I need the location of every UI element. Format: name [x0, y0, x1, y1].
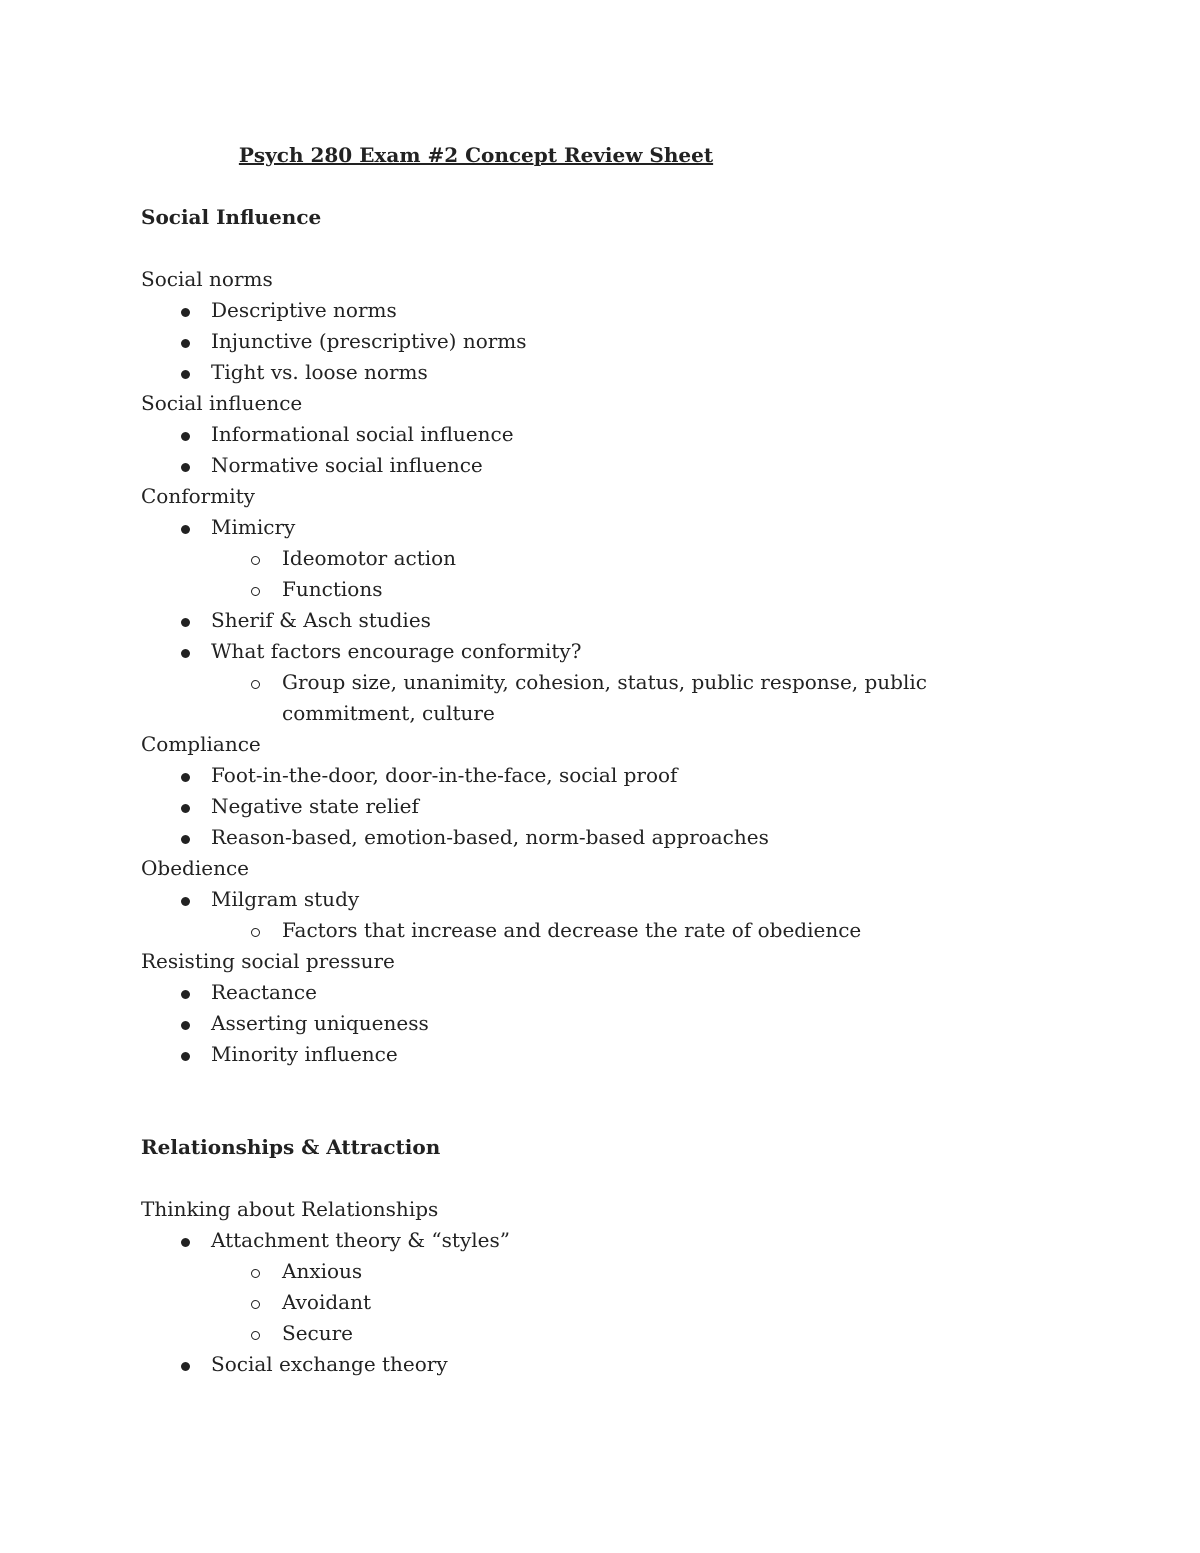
topic-social-norms: Social norms: [141, 267, 273, 291]
sub-list-item: [211, 543, 1041, 574]
list-item: [141, 636, 1041, 729]
sub-list: [211, 915, 1041, 946]
list-item-text: Asserting uniqueness: [211, 1011, 429, 1035]
topic-compliance: Compliance: [141, 732, 261, 756]
list-item: [141, 1008, 1041, 1039]
list-item: [141, 1039, 1041, 1070]
filled-bullet-icon: [181, 649, 190, 658]
list-item-text: Sherif & Asch studies: [211, 608, 431, 632]
filled-bullet-icon: [181, 835, 190, 844]
filled-bullet-icon: [181, 463, 190, 472]
sub-list-item-text: Factors that increase and decrease the rate of obedience: [282, 918, 862, 942]
list-item-text: Mimicry: [211, 515, 296, 539]
filled-bullet-icon: [181, 804, 190, 813]
topic-resisting-social-pressure-list: [141, 977, 1041, 1070]
filled-bullet-icon: [181, 525, 190, 534]
hollow-bullet-icon: [251, 1331, 260, 1340]
sub-list-item: [211, 1318, 1041, 1349]
topic-obedience: Obedience: [141, 856, 249, 880]
hollow-bullet-icon: [251, 928, 260, 937]
filled-bullet-icon: [181, 1052, 190, 1061]
sub-list-item: [211, 1287, 1041, 1318]
list-item: [141, 977, 1041, 1008]
filled-bullet-icon: [181, 339, 190, 348]
hollow-bullet-icon: [251, 556, 260, 565]
list-item: [141, 295, 1041, 326]
list-item: [141, 326, 1041, 357]
list-item-text: Negative state relief: [211, 794, 419, 818]
topic-social-influence-list: [141, 419, 1041, 481]
filled-bullet-icon: [181, 618, 190, 627]
sub-list-item-text: Group size, unanimity, cohesion, status, public response, public commitment, culture: [282, 670, 927, 725]
hollow-bullet-icon: [251, 1269, 260, 1278]
topic-obedience-list: [141, 884, 1041, 946]
topic-conformity-list: [141, 512, 1041, 729]
list-item: [141, 1225, 1041, 1349]
document-content: [141, 140, 1041, 1380]
sub-list-item-text: Secure: [282, 1321, 354, 1345]
sub-list-item: [211, 1256, 1041, 1287]
topic-thinking-about-relationships: Thinking about Relationships: [141, 1197, 439, 1221]
sub-list-item: [211, 574, 1041, 605]
list-item-text: Foot-in-the-door, door-in-the-face, social proof: [211, 763, 678, 787]
filled-bullet-icon: [181, 308, 190, 317]
topic-social-norms-list: [141, 295, 1041, 388]
hollow-bullet-icon: [251, 587, 260, 596]
sub-list-item-text: Avoidant: [282, 1290, 372, 1314]
filled-bullet-icon: [181, 1362, 190, 1371]
topic-social-influence: Social influence: [141, 391, 303, 415]
filled-bullet-icon: [181, 1238, 190, 1247]
list-item-text: Injunctive (prescriptive) norms: [211, 329, 527, 353]
topic-conformity: Conformity: [141, 484, 255, 508]
filled-bullet-icon: [181, 773, 190, 782]
list-item-text: Reason-based, emotion-based, norm-based approaches: [211, 825, 769, 849]
list-item-text: Normative social influence: [211, 453, 483, 477]
page-title: Psych 280 Exam #2 Concept Review Sheet: [238, 143, 714, 167]
list-item: [141, 605, 1041, 636]
list-item-text: Informational social influence: [211, 422, 514, 446]
list-item-text: Minority influence: [211, 1042, 398, 1066]
list-item: [141, 419, 1041, 450]
sub-list-item: [211, 915, 1041, 946]
list-item-text: Tight vs. loose norms: [211, 360, 428, 384]
sub-list: [211, 1256, 1041, 1349]
list-item-text: Descriptive norms: [211, 298, 397, 322]
filled-bullet-icon: [181, 897, 190, 906]
hollow-bullet-icon: [251, 680, 260, 689]
list-item: [141, 822, 1041, 853]
section-heading-social-influence: Social Influence: [141, 205, 322, 229]
filled-bullet-icon: [181, 432, 190, 441]
sub-list: [211, 543, 1041, 605]
list-item-text: Milgram study: [211, 887, 360, 911]
list-item: [141, 760, 1041, 791]
list-item: [141, 791, 1041, 822]
topic-thinking-about-relationships-list: [141, 1225, 1041, 1380]
list-item: [141, 512, 1041, 605]
sub-list-item-text: Functions: [282, 577, 383, 601]
list-item-text: Reactance: [211, 980, 317, 1004]
sub-list-item-text: Anxious: [282, 1259, 363, 1283]
list-item-text: What factors encourage conformity?: [211, 639, 582, 663]
sub-list-item-text: Ideomotor action: [282, 546, 457, 570]
section-heading-relationships-attraction: Relationships & Attraction: [141, 1135, 441, 1159]
list-item: [141, 1349, 1041, 1380]
filled-bullet-icon: [181, 990, 190, 999]
sub-list-item: [211, 667, 1041, 729]
hollow-bullet-icon: [251, 1300, 260, 1309]
list-item-text: Attachment theory & “styles”: [211, 1228, 510, 1252]
filled-bullet-icon: [181, 1021, 190, 1030]
list-item: [141, 884, 1041, 946]
sub-list: [211, 667, 1041, 729]
list-item-text: Social exchange theory: [211, 1352, 448, 1376]
filled-bullet-icon: [181, 370, 190, 379]
list-item: [141, 450, 1041, 481]
topic-resisting-social-pressure: Resisting social pressure: [141, 949, 395, 973]
list-item: [141, 357, 1041, 388]
topic-compliance-list: [141, 760, 1041, 853]
